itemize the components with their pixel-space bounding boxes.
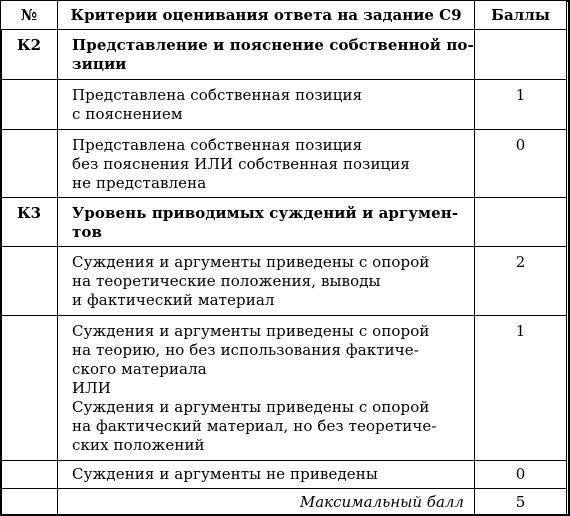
max-score-label: Максимальный балл bbox=[58, 489, 475, 516]
row-score: 0 bbox=[475, 130, 567, 198]
criterion-line: ИЛИ bbox=[72, 379, 111, 397]
section-score bbox=[475, 198, 567, 247]
section-code: К2 bbox=[1, 30, 58, 80]
criterion-line: на теорию, но без использования фактиче- bbox=[72, 341, 419, 359]
criterion-line: Суждения и аргументы приведены с опорой bbox=[72, 398, 430, 416]
footer-code bbox=[1, 489, 58, 516]
criterion-line: ских положений bbox=[72, 436, 205, 454]
table-row bbox=[1, 247, 567, 316]
row-criterion bbox=[58, 247, 475, 316]
criterion-line: Суждения и аргументы приведены с опорой bbox=[72, 253, 430, 271]
section-title bbox=[58, 198, 475, 247]
section-title bbox=[58, 30, 475, 80]
row-criterion bbox=[58, 461, 475, 489]
row-criterion bbox=[58, 316, 475, 461]
section-title-line: Представление и пояснение собственной по- bbox=[72, 36, 474, 54]
criterion-line: Представлена собственная позиция bbox=[72, 86, 363, 104]
criterion-line: Суждения и аргументы не приведены bbox=[72, 465, 378, 483]
criterion-line: на фактический материал, но без теоретиче- bbox=[72, 417, 437, 435]
section-title-line: тов bbox=[72, 223, 103, 241]
row-score: 2 bbox=[475, 247, 567, 316]
row-score: 0 bbox=[475, 461, 567, 489]
criterion-line: не представлена bbox=[72, 174, 207, 192]
section-score bbox=[475, 30, 567, 80]
row-code bbox=[1, 130, 58, 198]
section-row bbox=[1, 30, 567, 80]
criterion-line: на теоретические положения, выводы bbox=[72, 272, 381, 290]
section-title-line: зиции bbox=[72, 55, 127, 73]
row-score: 1 bbox=[475, 316, 567, 461]
section-title-line: Уровень приводимых суждений и аргумен- bbox=[72, 204, 459, 222]
header-score: Баллы bbox=[475, 1, 567, 30]
table-row bbox=[1, 80, 567, 130]
table-row bbox=[1, 316, 567, 461]
section-row bbox=[1, 198, 567, 247]
table-row bbox=[1, 461, 567, 489]
section-code: К3 bbox=[1, 198, 58, 247]
footer-row bbox=[1, 489, 567, 516]
row-code bbox=[1, 80, 58, 130]
criterion-line: и фактический материал bbox=[72, 291, 275, 309]
row-code bbox=[1, 316, 58, 461]
criterion-line: Суждения и аргументы приведены с опорой bbox=[72, 322, 430, 340]
header-row bbox=[1, 1, 567, 30]
row-code bbox=[1, 461, 58, 489]
table-row bbox=[1, 130, 567, 198]
criterion-line: ского материала bbox=[72, 360, 207, 378]
max-score-value: 5 bbox=[475, 489, 567, 516]
row-score: 1 bbox=[475, 80, 567, 130]
row-code bbox=[1, 247, 58, 316]
criterion-line: с пояснением bbox=[72, 105, 183, 123]
criterion-line: без пояснения ИЛИ собственная позиция bbox=[72, 155, 410, 173]
header-num: № bbox=[1, 1, 58, 30]
criterion-line: Представлена собственная позиция bbox=[72, 136, 363, 154]
row-criterion bbox=[58, 80, 475, 130]
row-criterion bbox=[58, 130, 475, 198]
header-criteria: Критерии оценивания ответа на задание С9 bbox=[58, 1, 475, 30]
